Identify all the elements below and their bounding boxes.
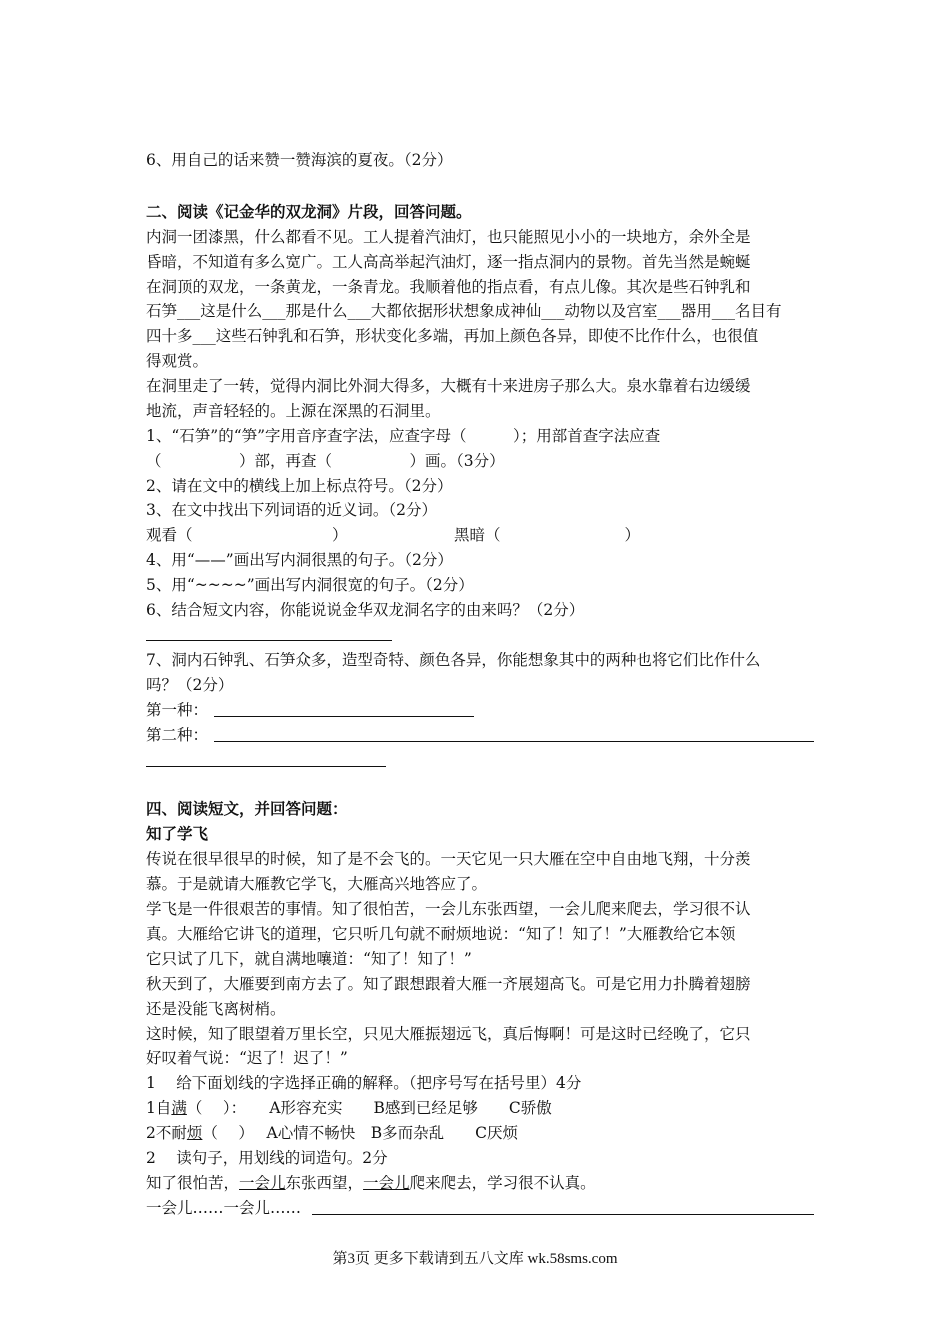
synonym-watch: 观看（ ） bbox=[146, 526, 348, 544]
underlined-word: 一会儿 bbox=[239, 1174, 286, 1192]
question1-line2: （ ）部，再查（ ）画。（3分） bbox=[146, 452, 505, 470]
sentence-part: 东张西望， bbox=[285, 1174, 364, 1192]
page-footer: 第3页 更多下载请到五八文库 wk.58sms.com bbox=[332, 1251, 618, 1267]
underlined-char: 烦 bbox=[186, 1124, 203, 1142]
question2: 2、请在文中的横线上加上标点符号。（2分） bbox=[146, 477, 453, 495]
answer-line[interactable] bbox=[146, 640, 392, 641]
question7-line2: 吗？（2分） bbox=[146, 676, 234, 694]
s4-example-sentence bbox=[146, 1173, 596, 1193]
sentence-part: 爬来爬去，学习很不认真。 bbox=[409, 1174, 596, 1192]
question4: 4、用“——”画出写内洞很黑的句子。（2分） bbox=[146, 551, 453, 569]
story-line: 慕。于是就请大雁教它学飞，大雁高兴地答应了。 bbox=[146, 875, 488, 893]
q1b-options: （ ） A心情不畅快 B多而杂乱 C厌烦 bbox=[202, 1124, 518, 1142]
s4-sentence-answer-label: 一会儿……一会儿…… bbox=[146, 1199, 302, 1217]
synonym-dark: 黑暗（ ） bbox=[454, 526, 641, 544]
second-kind-answer-line-2[interactable] bbox=[146, 766, 386, 767]
passage-line: 在洞里走了一转，觉得内洞比外洞大得多，大概有十来进房子那么大。泉水靠着右边缓缓 bbox=[146, 377, 751, 395]
passage-line: 昏暗，不知道有多么宽广。工人高高举起汽油灯，逐一指点洞内的景物。首先当然是蜿蜒 bbox=[146, 253, 751, 271]
q1b-prefix: 2不耐 bbox=[146, 1124, 187, 1142]
question1-line1: 1、“石笋”的“笋”字用音序查字法，应查字母（ ）；用部首查字法应查 bbox=[146, 427, 661, 445]
passage-line: 内洞一团漆黑，什么都看不见。工人提着汽油灯，也只能照见小小的一块地方，余外全是 bbox=[146, 228, 751, 246]
passage-line: 在洞顶的双龙，一条黄龙，一条青龙。我顺着他的指点看，有点儿像。其次是些石钟乳和 bbox=[146, 278, 751, 296]
second-kind-label: 第二种： bbox=[146, 726, 209, 744]
passage-line: 地流，声音轻轻的。上源在深黑的石洞里。 bbox=[146, 402, 441, 420]
sentence-part: 知了很怕苦， bbox=[146, 1174, 240, 1192]
s4-question2: 2 读句子，用划线的词造句。2分 bbox=[146, 1149, 388, 1167]
question3: 3、在文中找出下列词语的近义词。（2分） bbox=[146, 501, 437, 519]
passage-line: 得观赏。 bbox=[146, 352, 209, 370]
s4-question1-a bbox=[146, 1098, 552, 1118]
section2-heading: 二、阅读《记金华的双龙洞》片段，回答问题。 bbox=[146, 202, 472, 221]
story-line: 好叹着气说：“迟了！迟了！” bbox=[146, 1049, 348, 1067]
underlined-word: 一会儿 bbox=[363, 1174, 410, 1192]
q1a-prefix: 1自 bbox=[146, 1099, 172, 1117]
q1a-options: （ ）： A形容充实 B感到已经足够 C骄傲 bbox=[186, 1099, 552, 1117]
question5: 5、用“~~~~”画出写内洞很宽的句子。（2分） bbox=[146, 576, 474, 594]
story-line: 真。大雁给它讲飞的道理，它只听几句就不耐烦地说：“知了！知了！”大雁教给它本领 bbox=[146, 925, 736, 943]
s4-question1: 1 给下面划线的字选择正确的解释。（把序号写在括号里）4分 bbox=[146, 1074, 582, 1092]
story-line: 学飞是一件很艰苦的事情。知了很怕苦，一会儿东张西望，一会儿爬来爬去，学习很不认 bbox=[146, 900, 751, 918]
story-line: 这时候，知了眼望着万里长空，只见大雁振翅远飞，真后悔啊！可是这时已经晚了，它只 bbox=[146, 1025, 751, 1043]
story-line: 秋天到了，大雁要到南方去了。知了跟想跟着大雁一齐展翅高飞。可是它用力扑腾着翅膀 bbox=[146, 975, 751, 993]
story-line: 还是没能飞离树梢。 bbox=[146, 1000, 286, 1018]
section1-question6: 6、用自己的话来赞一赞海滨的夏夜。（2分） bbox=[146, 151, 453, 169]
underlined-char: 满 bbox=[171, 1099, 187, 1117]
first-kind-label: 第一种： bbox=[146, 701, 209, 719]
story-line: 它只试了几下，就自满地嚷道：“知了！知了！” bbox=[146, 950, 472, 968]
story-line: 传说在很早很早的时候，知了是不会飞的。一天它见一只大雁在空中自由地飞翔，十分羡 bbox=[146, 850, 751, 868]
passage-line: 四十多___这些石钟乳和石笋，形状变化多端，再加上颜色各异，即使不比作什么，也很值 bbox=[146, 327, 759, 345]
story-title: 知了学飞 bbox=[146, 824, 209, 843]
passage-line: 石笋___这是什么___那是什么___大都依据形状想象成神仙___动物以及宫室___器用___名目有 bbox=[146, 302, 782, 320]
sentence-answer-line[interactable] bbox=[312, 1214, 814, 1215]
question7-line1: 7、洞内石钟乳、石笋众多，造型奇特、颜色各异，你能想象其中的两种也将它们比作什么 bbox=[146, 651, 761, 669]
second-kind-answer-line[interactable] bbox=[214, 741, 814, 742]
section4-heading: 四、阅读短文，并回答问题： bbox=[146, 799, 348, 818]
first-kind-answer-line[interactable] bbox=[214, 716, 474, 717]
s4-question1-b bbox=[146, 1123, 518, 1143]
question6: 6、结合短文内容，你能说说金华双龙洞名字的由来吗？（2分） bbox=[146, 601, 585, 619]
